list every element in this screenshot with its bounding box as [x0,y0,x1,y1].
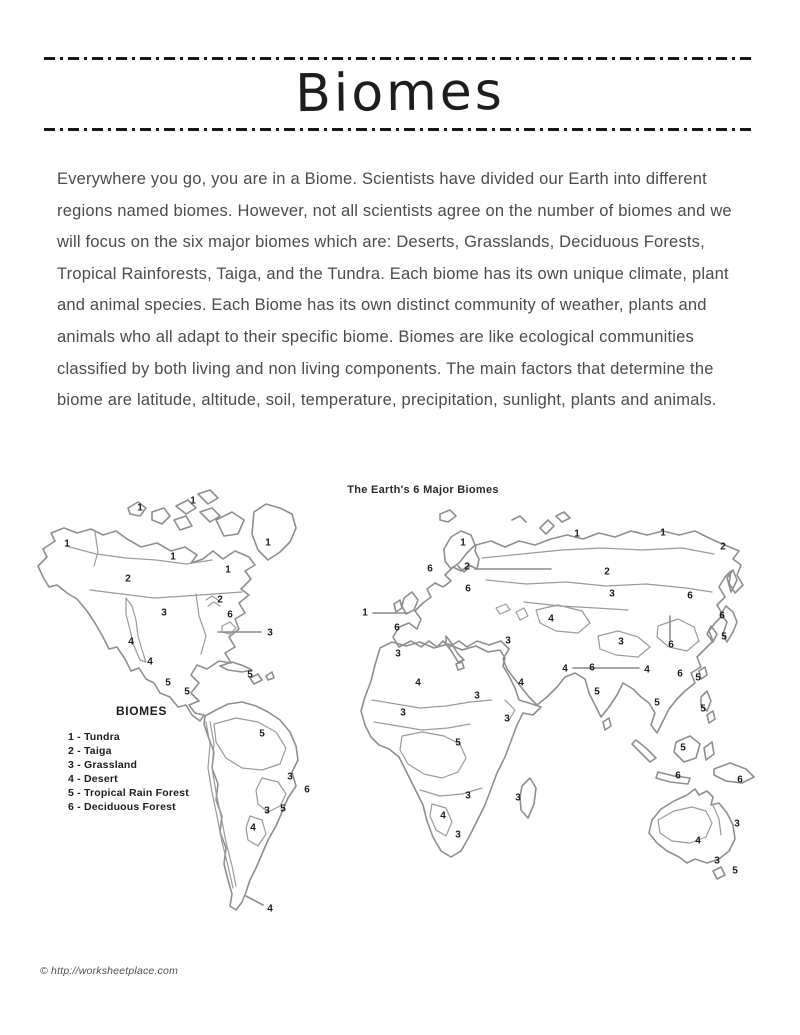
asia-biome-boundaries [482,548,714,657]
biome-number: 6 [719,610,725,622]
biome-number: 1 [225,564,231,576]
biome-number: 4 [562,663,568,675]
biome-number: 3 [465,790,471,802]
biome-number: 5 [700,703,706,715]
biome-number: 1 [574,528,580,540]
legend-title: BIOMES [116,704,167,718]
biome-number: 3 [734,818,740,830]
biome-number: 1 [660,527,666,539]
biome-number: 6 [677,668,683,680]
map-legend [68,704,238,814]
biome-number: 3 [515,792,521,804]
legend-item: 2 - Taiga [68,745,112,757]
intro-paragraph: Everywhere you go, you are in a Biome. Scientists have divided our Earth into different regions named biomes. However, not all scientists agree on the number of biomes and we will focus on the six major biomes which are: Deserts, Grasslands, Deciduous Forests, Tropical Rainforests, Taiga, and the Tundra. Each biome has its own unique climate, plant and animal species. Each Biome has its own distinct community of weather, plants and animals who all adapt to their specific biome. Biomes are like ecological communities classified by both living and non living components. The main factors that determine the biome are latitude, altitude, soil, temperature, precipitation, sunlight, plants and animals. [57,170,732,410]
page-title: Biomes [294,61,506,125]
biome-number: 3 [714,855,720,867]
legend-items [68,730,238,814]
map-title: The Earth's 6 Major Biomes [347,484,499,496]
biome-number: 2 [604,566,610,578]
biome-number: 3 [400,707,406,719]
biome-number: 6 [737,774,743,786]
biome-number: 4 [695,835,701,847]
leader-line [246,896,263,905]
biome-number: 6 [687,590,693,602]
madagascar-outline [520,778,536,818]
biome-number: 5 [259,728,265,740]
biome-number: 4 [250,822,256,834]
biome-number: 5 [247,669,253,681]
biome-number: 4 [440,810,446,822]
biome-number: 3 [618,636,624,648]
biome-number: 1 [362,607,368,619]
legend-item: 5 - Tropical Rain Forest [68,787,189,799]
biome-number: 1 [64,538,70,550]
biome-number: 2 [720,541,726,553]
legend-item: 6 - Deciduous Forest [68,801,176,813]
biome-number: 5 [732,865,738,877]
greenland-outline [252,504,296,560]
biome-number: 3 [264,805,270,817]
biome-number: 2 [125,573,131,585]
biome-number: 3 [609,588,615,600]
biome-number: 4 [548,613,554,625]
arctic-islands [128,490,244,536]
biome-number: 5 [654,697,660,709]
biome-number: 3 [267,627,273,639]
biome-number: 1 [170,551,176,563]
biome-number: 2 [217,594,223,606]
australia-biome-boundaries [658,805,721,843]
indonesia-islands [632,736,754,784]
biome-number: 1 [265,537,271,549]
biome-number: 3 [504,713,510,725]
biome-number: 6 [589,662,595,674]
biome-number: 5 [695,672,701,684]
biome-number: 4 [518,677,524,689]
biome-number: 5 [721,631,727,643]
biome-number: 1 [190,495,196,507]
italy-outline [446,636,464,670]
biome-number: 3 [395,648,401,660]
biome-number: 5 [594,686,600,698]
biome-number: 3 [287,771,293,783]
biome-number: 3 [474,690,480,702]
biome-number: 6 [394,622,400,634]
legend-item: 4 - Desert [68,773,118,785]
biome-number: 4 [415,677,421,689]
biome-number: 6 [227,609,233,621]
biome-number: 5 [280,803,286,815]
biome-number: 2 [464,561,470,573]
dash-dot-rule-bottom [44,128,756,131]
biome-number: 5 [455,737,461,749]
north-atlantic-islands [440,510,570,534]
legend-item: 3 - Grassland [68,759,138,771]
map-section [0,476,800,946]
biome-number: 5 [165,677,171,689]
footer-credit: © http://worksheetplace.com [40,965,179,977]
biome-number: 6 [304,784,310,796]
biome-number: 6 [465,583,471,595]
na-biome-boundaries [66,532,242,662]
biome-number: 1 [137,502,143,514]
north-america-outline [38,528,255,721]
inland-seas [496,604,528,620]
biome-number: 4 [644,664,650,676]
biome-number: 3 [505,635,511,647]
biome-number: 4 [267,903,273,915]
biome-number: 5 [680,742,686,754]
biome-number: 5 [184,686,190,698]
biome-number: 6 [675,770,681,782]
biome-number: 4 [128,636,134,648]
biome-number: 1 [460,537,466,549]
biome-number: 3 [455,829,461,841]
biome-number: 6 [427,563,433,575]
biome-number: 3 [161,607,167,619]
biome-number: 4 [147,656,153,668]
legend-item: 1 - Tundra [68,731,120,743]
biome-number: 6 [668,639,674,651]
